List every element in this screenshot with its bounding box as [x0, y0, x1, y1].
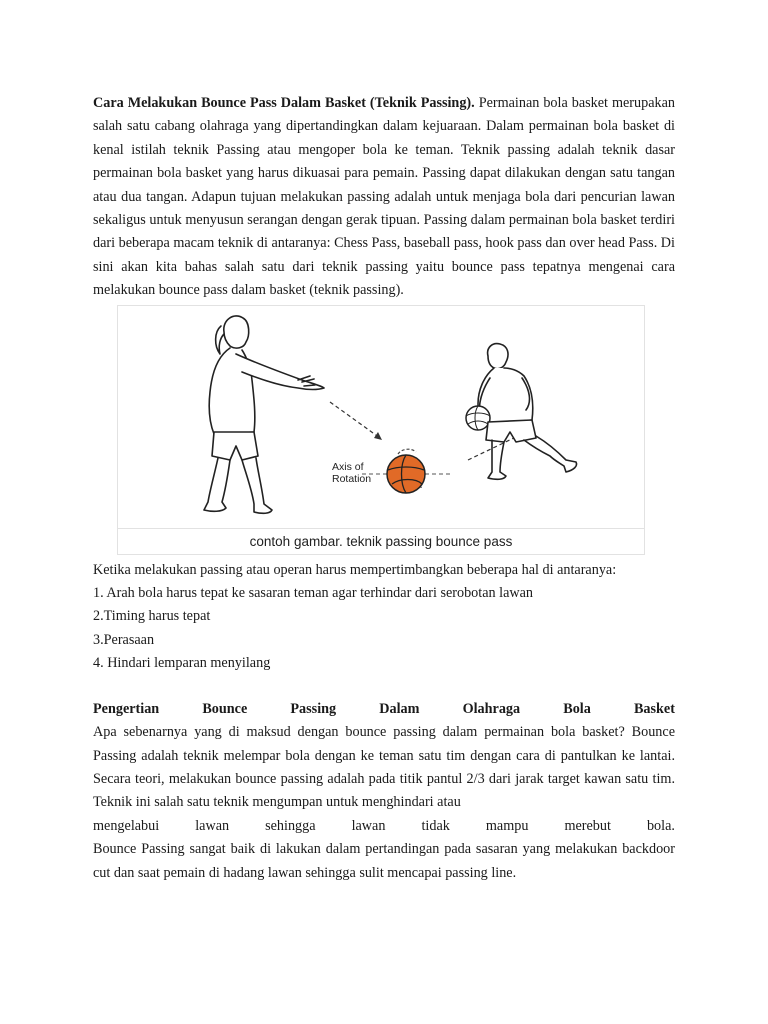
intro-body: Permainan bola basket merupakan salah satu cabang olahraga yang dipertandingkan dalam kejuaraan. Dalam permainan bola basket di kenal istilah teknik Passing atau mengoper bola ke teman. Teknik passing adalah teknik dasar permainan bola basket yang harus dikuasai para pemain. Passing dapat dilakukan dengan satu tangan atau dua tangan. Adapun tujuan melakukan passing adalah untuk menjaga bola dari pencurian lawan sekaligus untuk menyusun serangan dengan gerak tipuan. Passing dalam permainan bola basket terdiri dari beberapa macam teknik di antaranya: Chess Pass, baseball pass, hook pass dan over head Pass. Di sini akan kita bahas salah satu dari teknik passing yaitu bounce pass tepatnya mengenai cara melakukan bounce pass dalam basket (teknik passing). [93, 95, 676, 299]
section-heading [93, 698, 675, 721]
figure-caption: contoh gambar. teknik passing bounce pass [118, 528, 644, 555]
bounce-pass-illustration [118, 306, 644, 528]
line-word: mampu [485, 817, 529, 834]
receiver-figure [466, 343, 577, 479]
list-intro: Ketika melakukan passing atau operan harus mempertimbangkan beberapa hal di antaranya: [93, 561, 617, 578]
document-page [93, 92, 675, 885]
list-item: 3.Perasaan [93, 631, 155, 648]
rotation-arc [398, 449, 416, 454]
line-word: lawan [351, 817, 386, 834]
list-item: 1. Arah bola harus tepat ke sasaran teman agar terhindar dari serobotan lawan [93, 585, 534, 602]
line-word: bola. [646, 817, 675, 834]
heading-word: Bounce [202, 700, 248, 717]
axis-label-line1: Axis of [332, 460, 364, 473]
line-word: merebut [564, 817, 611, 834]
heading-word: Bola [563, 700, 591, 717]
justified-line [93, 815, 675, 838]
axis-label-line2: Rotation [332, 472, 372, 485]
definition-paragraph: Apa sebenarnya yang di maksud dengan bounce passing dalam permainan bola basket? Bounce Passing adalah teknik melempar bola dengan ke teman satu tim dengan cara di pantulkan ke lantai. Secara teori, melakukan bounce passing adalah pada titik pantul 2/3 dari jarak target kawan satu tim. Teknik ini salah satu teknik mengumpan untuk menghindari atau [93, 724, 675, 811]
intro-paragraph [93, 92, 675, 303]
heading-word: Passing [290, 700, 337, 717]
heading-word: Basket [633, 700, 675, 717]
heading-word: Dalam [379, 700, 420, 717]
line-word: mengelabui [93, 817, 160, 834]
bounce-pass-figure [117, 305, 645, 555]
line-word: sehingga [265, 817, 316, 834]
passer-figure [204, 316, 324, 513]
heading-word: Pengertian [93, 700, 160, 717]
section-title: Cara Melakukan Bounce Pass Dalam Basket (Teknik Passing). [93, 95, 475, 111]
basketball-icon [387, 455, 425, 493]
line-word: tidak [421, 817, 450, 834]
list-item: 4. Hindari lemparan menyilang [93, 655, 271, 672]
heading-word: Olahraga [462, 700, 521, 717]
closing-paragraph: Bounce Passing sangat baik di lakukan dalam pertandingan pada sasaran yang melakukan backdoor cut dan saat pemain di hadang lawan sehingga sulit mencapai passing line. [93, 841, 675, 881]
spacer [93, 676, 675, 698]
list-item: 2.Timing harus tepat [93, 608, 211, 625]
line-word: lawan [195, 817, 230, 834]
